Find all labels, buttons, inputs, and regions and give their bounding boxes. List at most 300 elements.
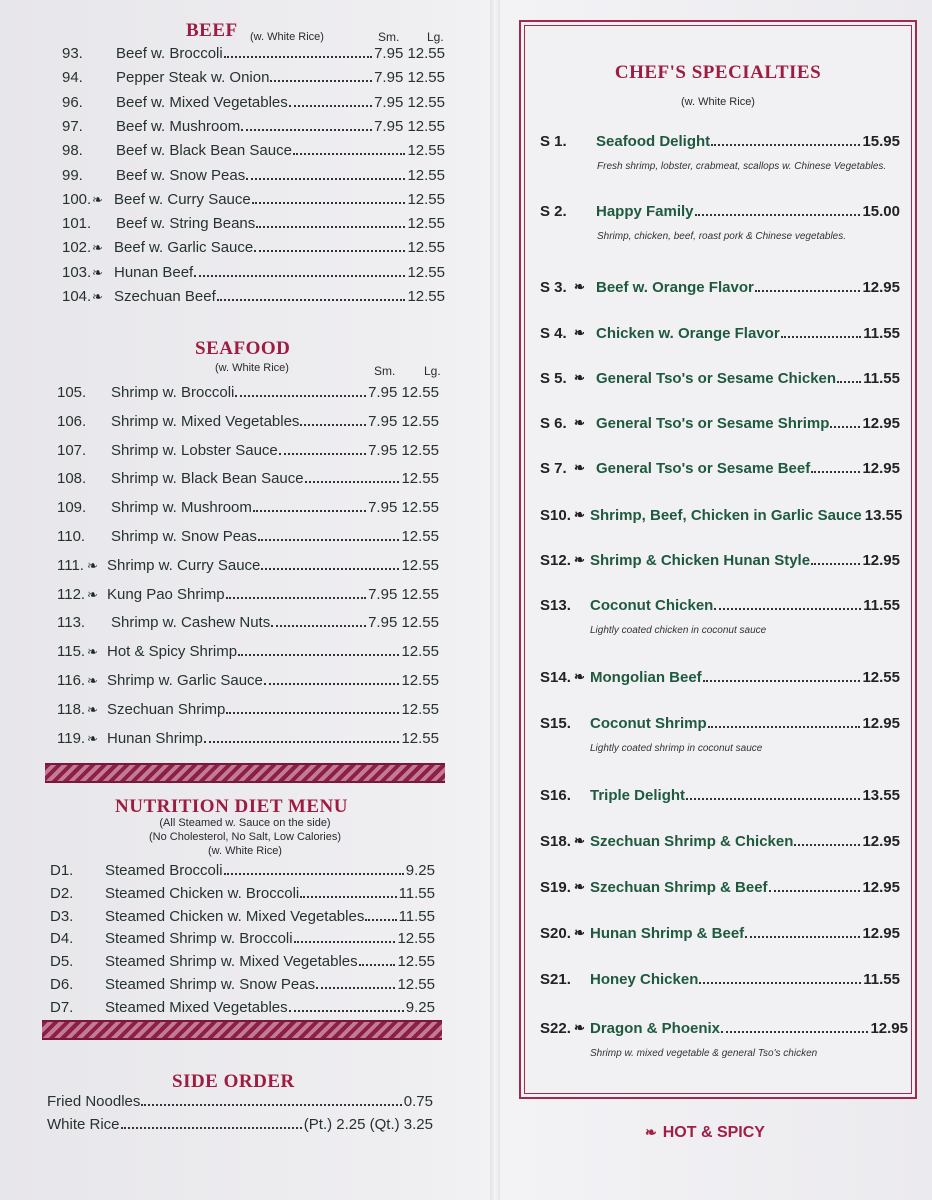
menu-item-row[interactable]	[57, 557, 439, 577]
leader-dots	[695, 214, 861, 216]
specialty-code: S 5.	[540, 370, 567, 387]
item-name-line	[116, 69, 445, 86]
leader-dots	[246, 178, 405, 180]
specialty-code: S22.	[540, 1020, 571, 1037]
specialty-code: S 4.	[540, 325, 567, 342]
beef-title: BEEF	[186, 20, 238, 41]
item-name: Kung Pao Shrimp	[107, 585, 225, 603]
leader-dots	[289, 105, 372, 107]
specialty-code: S10.	[540, 507, 571, 524]
specialty-description: Lightly coated shrimp in coconut sauce	[590, 743, 763, 754]
seafood-subtitle: (w. White Rice)	[215, 362, 289, 374]
item-name: Beef w. Garlic Sauce	[114, 239, 254, 257]
specialty-row[interactable]	[540, 669, 900, 691]
menu-item-row[interactable]	[57, 442, 439, 462]
specialty-price: 12.95	[862, 715, 900, 732]
item-name: Szechuan Shrimp	[107, 700, 226, 718]
item-price: 12.55	[407, 239, 445, 257]
menu-item-row[interactable]	[50, 930, 435, 950]
leader-dots	[226, 712, 399, 714]
specialty-row[interactable]	[540, 460, 900, 482]
item-name-line	[107, 557, 439, 574]
leader-dots	[217, 299, 406, 301]
item-number: 100.	[62, 190, 92, 208]
menu-item-row[interactable]	[57, 643, 439, 663]
menu-item-row[interactable]	[62, 191, 445, 211]
pepper-icon: ❧	[574, 833, 585, 848]
pepper-icon: ❧	[87, 586, 98, 602]
item-price: 12.55	[401, 556, 439, 574]
leader-dots	[781, 336, 862, 338]
item-name: Beef w. String Beans	[116, 215, 256, 233]
item-number: 116.	[57, 672, 86, 689]
item-name-line	[116, 142, 445, 159]
menu-item-row[interactable]	[50, 885, 435, 905]
leader-dots	[811, 563, 860, 565]
item-price: 12.55	[407, 166, 445, 184]
seafood-lg-header: Lg.	[424, 364, 441, 378]
pepper-icon: ❧	[574, 507, 585, 522]
item-name: Shrimp w. Broccoli	[111, 384, 235, 401]
item-name-line	[111, 614, 439, 631]
menu-item-row[interactable]	[62, 118, 445, 138]
specialty-name: Beef w. Orange Flavor	[596, 279, 754, 296]
seafood-sm-header: Sm.	[374, 364, 396, 378]
specialty-name-line	[590, 715, 900, 732]
item-number: 93.	[62, 45, 83, 62]
specialty-price: 12.55	[862, 669, 900, 686]
leader-dots	[252, 202, 406, 204]
pepper-icon: ❧	[87, 701, 98, 717]
specialty-code: S 3.	[540, 279, 567, 296]
item-name-line	[111, 442, 439, 459]
item-name: Beef w. Mushroom	[116, 117, 241, 135]
item-price: 9.25	[405, 862, 435, 879]
item-name: Steamed Shrimp w. Mixed Vegetables	[105, 953, 358, 971]
item-price: 12.55	[407, 142, 445, 160]
menu-item-row[interactable]	[62, 69, 445, 89]
pepper-icon: ❧	[574, 460, 585, 475]
specialty-name-line	[596, 370, 900, 387]
item-number: 102.	[62, 239, 92, 257]
item-number: 112.	[57, 585, 86, 603]
item-name: Steamed Broccoli	[105, 862, 223, 879]
leader-dots	[141, 1104, 401, 1106]
item-price: 12.55	[401, 528, 439, 545]
item-name: Shrimp w. Snow Peas	[111, 528, 257, 545]
item-name-line	[116, 118, 445, 135]
menu-item-row[interactable]	[50, 953, 435, 973]
menu-item-row[interactable]	[57, 384, 439, 404]
leader-dots	[121, 1127, 302, 1129]
item-name-line	[105, 908, 435, 925]
specialty-name: Chicken w. Orange Flavor	[596, 325, 780, 342]
leader-dots	[258, 539, 400, 541]
nutrition-note-1: (All Steamed w. Sauce on the side)	[159, 817, 331, 829]
item-price: 11.55	[398, 884, 435, 902]
menu-item-row[interactable]	[57, 586, 439, 606]
item-name: Shrimp w. Mixed Vegetables	[111, 412, 300, 430]
specialty-name: Shrimp & Chicken Hunan Style	[590, 552, 811, 569]
menu-item-row[interactable]	[62, 264, 445, 284]
specialty-row[interactable]	[540, 1020, 908, 1042]
leader-dots	[271, 625, 366, 627]
leader-dots	[256, 226, 405, 228]
pepper-icon: ❧	[574, 415, 585, 430]
pepper-icon: ❧	[92, 289, 103, 304]
item-number: 119.	[57, 729, 86, 747]
leader-dots	[305, 481, 400, 483]
specialty-price: 13.55	[862, 787, 900, 804]
specialty-description: Shrimp, chicken, beef, roast pork & Chinese vegetables.	[597, 231, 847, 242]
menu-item-row[interactable]	[62, 142, 445, 162]
specialty-name-line	[590, 1020, 908, 1037]
specialty-name: General Tso's or Sesame Chicken	[596, 370, 837, 387]
item-name-line	[111, 413, 439, 430]
item-name-line	[47, 1093, 433, 1110]
item-price: 12.55	[407, 215, 445, 233]
item-name-line	[111, 499, 439, 516]
item-price: 0.75	[403, 1093, 433, 1110]
specialty-name-line	[596, 460, 900, 477]
item-name: Steamed Shrimp w. Snow Peas	[105, 976, 316, 993]
menu-item-row[interactable]	[62, 288, 445, 308]
item-name: Shrimp w. Cashew Nuts	[111, 614, 271, 632]
pepper-icon: ❧	[87, 557, 98, 573]
item-price: 7.95 12.55	[374, 69, 445, 87]
specialty-price: 11.55	[863, 370, 900, 387]
menu-item-row[interactable]	[57, 499, 439, 519]
menu-item-row[interactable]	[57, 701, 439, 721]
specialty-description: Lightly coated chicken in coconut sauce	[590, 625, 767, 636]
item-name: Shrimp w. Lobster Sauce	[111, 441, 278, 459]
leader-dots	[294, 941, 396, 943]
pepper-icon: ❧	[574, 669, 585, 684]
specialty-row[interactable]	[540, 833, 900, 855]
item-name: Szechuan Beef	[114, 288, 216, 305]
item-number: 118.	[57, 700, 86, 718]
specialty-code: S19.	[540, 879, 571, 896]
item-price: 12.55	[397, 953, 435, 971]
item-price: 12.55	[401, 672, 439, 689]
specialty-price: 12.95	[862, 925, 900, 942]
specialty-name-line	[596, 203, 900, 220]
menu-item-row[interactable]	[50, 999, 435, 1019]
leader-dots	[699, 982, 861, 984]
specialty-name: Coconut Chicken	[590, 597, 714, 614]
item-name: White Rice	[47, 1116, 120, 1133]
specialty-row[interactable]	[540, 597, 900, 619]
item-number: 108.	[57, 470, 87, 488]
seafood-title: SEAFOOD	[195, 338, 291, 359]
specialty-code: S 6.	[540, 415, 567, 432]
leader-dots	[224, 873, 404, 875]
item-name-line	[116, 167, 445, 184]
item-name-line	[114, 239, 445, 256]
item-number: D3.	[50, 907, 74, 925]
pepper-icon: ❧	[574, 325, 585, 340]
item-name: Beef w. Mixed Vegetables	[116, 93, 288, 111]
leader-dots	[837, 381, 861, 383]
specialty-code: S18.	[540, 833, 571, 850]
item-name: Shrimp w. Garlic Sauce	[107, 672, 263, 689]
menu-item-row[interactable]	[57, 614, 439, 634]
beef-sm-header: Sm.	[378, 30, 400, 44]
leader-dots	[721, 1031, 868, 1033]
item-price: 9.25	[405, 998, 435, 1016]
specialty-price: 12.95	[862, 879, 900, 896]
specialty-name-line	[590, 925, 900, 942]
specialty-code: S16.	[540, 787, 571, 804]
specialty-row[interactable]	[540, 133, 900, 155]
specialty-name-line	[590, 971, 900, 988]
item-price: 12.55	[401, 700, 439, 718]
item-price: 7.95 12.55	[368, 585, 439, 603]
leader-dots	[254, 250, 405, 252]
menu-item-row[interactable]	[57, 672, 439, 692]
item-price: 12.55	[407, 190, 445, 208]
item-price: 7.95 12.55	[374, 117, 445, 135]
specialty-row[interactable]	[540, 925, 900, 947]
specialty-name: Szechuan Shrimp & Chicken	[590, 833, 794, 850]
specialty-name-line	[596, 133, 900, 150]
item-number: 98.	[62, 142, 83, 160]
specialty-code: S 7.	[540, 460, 567, 477]
specialty-price: 15.95	[862, 133, 900, 150]
leader-dots	[279, 453, 366, 455]
specialty-code: S12.	[540, 552, 571, 569]
specialty-name-line	[596, 415, 900, 432]
item-name: Pepper Steak w. Onion	[116, 69, 270, 87]
item-name: Shrimp w. Curry Sauce	[107, 556, 261, 574]
specialty-price: 12.95	[862, 552, 900, 569]
specialty-name: Shrimp, Beef, Chicken in Garlic Sauce	[590, 507, 862, 524]
nutrition-note-2: (No Cholesterol, No Salt, Low Calories)	[149, 831, 341, 843]
item-name: Beef w. Broccoli	[116, 45, 223, 62]
menu-item-row[interactable]	[50, 908, 435, 928]
leader-dots	[794, 844, 860, 846]
specialty-row[interactable]	[540, 370, 900, 392]
specialty-price: 12.95	[862, 415, 900, 432]
item-name-line	[105, 999, 435, 1016]
menu-item-row[interactable]	[47, 1093, 433, 1113]
item-name-line	[116, 215, 445, 232]
item-price: 7.95 12.55	[368, 614, 439, 632]
specialty-code: S15.	[540, 715, 571, 732]
specialty-name: Szechuan Shrimp & Beef	[590, 879, 768, 896]
item-name-line	[107, 672, 439, 689]
menu-item-row[interactable]	[50, 976, 435, 996]
specialty-row[interactable]	[540, 971, 900, 993]
specialty-row[interactable]	[540, 787, 900, 809]
menu-item-row[interactable]	[50, 862, 435, 882]
specialty-row[interactable]	[540, 879, 900, 901]
menu-item-row[interactable]	[62, 215, 445, 235]
item-price: 7.95 12.55	[374, 93, 445, 111]
leader-dots	[241, 129, 372, 131]
pepper-icon: ❧	[574, 552, 585, 567]
specialty-name: Happy Family	[596, 203, 694, 220]
leader-dots	[811, 471, 860, 473]
pepper-icon: ❧	[92, 240, 103, 256]
item-number: D6.	[50, 976, 74, 993]
specialty-code: S 1.	[540, 133, 567, 150]
specialty-name-line	[590, 669, 900, 686]
leader-dots	[264, 683, 400, 685]
leader-dots	[365, 919, 396, 921]
hot-spicy-legend	[645, 1124, 765, 1142]
leader-dots	[830, 426, 860, 428]
specialty-name: Honey Chicken	[590, 971, 699, 988]
specialty-name: Hunan Shrimp & Beef	[590, 925, 745, 942]
item-number: 115.	[57, 643, 86, 661]
item-name-line	[107, 643, 439, 660]
item-name-line	[105, 862, 435, 879]
specialty-description: Fresh shrimp, lobster, crabmeat, scallops w. Chinese Vegetables.	[597, 161, 887, 172]
item-name: Hunan Beef	[114, 263, 194, 281]
item-name-line	[107, 701, 439, 718]
pepper-icon: ❧	[92, 191, 103, 207]
item-number: 106.	[57, 412, 87, 430]
specialty-name-line	[590, 507, 903, 524]
legend-label: HOT & SPICY	[662, 1124, 765, 1141]
item-name: Steamed Mixed Vegetables	[105, 998, 288, 1016]
leader-dots	[359, 964, 396, 966]
item-number: 109.	[57, 499, 87, 517]
specialty-row[interactable]	[540, 203, 900, 225]
item-number: D1.	[50, 862, 74, 879]
item-name-line	[111, 470, 439, 487]
item-name-line	[107, 586, 439, 603]
item-number: D4.	[50, 930, 74, 948]
specialty-price: 12.95	[862, 279, 900, 296]
specialty-name-line	[596, 325, 900, 342]
specialty-row[interactable]	[540, 715, 900, 737]
leader-dots	[300, 896, 396, 898]
item-name-line	[111, 528, 439, 545]
item-name: Hunan Shrimp	[107, 729, 203, 747]
item-name-line	[114, 288, 445, 305]
specialty-name: General Tso's or Sesame Shrimp	[596, 415, 830, 432]
menu-item-row[interactable]	[62, 239, 445, 259]
item-number: D7.	[50, 998, 74, 1016]
item-price: 12.55	[407, 288, 445, 305]
item-price: 12.55	[397, 930, 435, 948]
item-price: 12.55	[401, 729, 439, 747]
item-name-line	[105, 976, 435, 993]
specialty-code: S 2.	[540, 203, 567, 220]
item-name: Beef w. Black Bean Sauce	[116, 142, 292, 160]
item-number: 97.	[62, 117, 83, 135]
decorative-band	[42, 1020, 442, 1040]
item-price: 12.55	[401, 470, 439, 488]
pepper-icon: ❧	[574, 1020, 585, 1035]
specialty-price: 11.55	[863, 971, 900, 988]
menu-item-row[interactable]	[57, 730, 439, 750]
item-name-line	[105, 930, 435, 947]
specialty-row[interactable]	[540, 552, 900, 574]
specialty-row[interactable]	[540, 507, 903, 529]
item-number: 104.	[62, 288, 92, 305]
leader-dots	[300, 424, 366, 426]
menu-item-row[interactable]	[57, 470, 439, 490]
leader-dots	[261, 568, 399, 570]
leader-dots	[711, 144, 860, 146]
item-number: 113.	[57, 614, 86, 632]
leader-dots	[270, 80, 372, 82]
specialty-code: S14.	[540, 669, 571, 686]
menu-item-row[interactable]	[62, 45, 445, 65]
menu-item-row[interactable]	[47, 1116, 433, 1136]
pepper-icon: ❧	[574, 879, 585, 894]
menu-item-row[interactable]	[57, 413, 439, 433]
pepper-icon: ❧	[574, 279, 585, 294]
item-number: 110.	[57, 528, 86, 545]
menu-item-row[interactable]	[62, 167, 445, 187]
item-price: 12.55	[407, 263, 445, 281]
specialty-name-line	[590, 787, 900, 804]
item-price: 12.55	[397, 976, 435, 993]
specialty-row[interactable]	[540, 415, 900, 437]
specialty-price: 12.95	[870, 1020, 908, 1037]
beef-lg-header: Lg.	[427, 30, 444, 44]
beef-subtitle: (w. White Rice)	[250, 31, 324, 43]
item-number: 96.	[62, 93, 83, 111]
item-price: 7.95 12.55	[368, 384, 439, 401]
leader-dots	[194, 275, 405, 277]
specialty-name: Triple Delight	[590, 787, 686, 804]
specialty-price: 12.95	[862, 833, 900, 850]
nutrition-title: NUTRITION DIET MENU	[115, 796, 348, 817]
item-number: 105.	[57, 384, 87, 401]
item-price: 12.55	[401, 643, 439, 661]
specialty-name-line	[590, 597, 900, 614]
item-number: D5.	[50, 953, 74, 971]
specialty-code: S13.	[540, 597, 571, 614]
specialty-name-line	[590, 833, 900, 850]
menu-item-row[interactable]	[62, 94, 445, 114]
specialty-name: Seafood Delight	[596, 133, 711, 150]
specialty-row[interactable]	[540, 325, 900, 347]
specialty-code: S20.	[540, 925, 571, 942]
leader-dots	[224, 56, 372, 58]
specialty-description: Shrimp w. mixed vegetable & general Tso's chicken	[590, 1048, 818, 1059]
item-number: 94.	[62, 69, 83, 87]
specialty-name-line	[590, 552, 900, 569]
item-number: 107.	[57, 441, 87, 459]
specialty-price: 11.55	[863, 325, 900, 342]
specialty-name: Dragon & Phoenix	[590, 1020, 721, 1037]
page-fold	[490, 0, 500, 1200]
specialty-price: 11.55	[863, 597, 900, 614]
leader-dots	[289, 1010, 404, 1012]
chef-subtitle: (w. White Rice)	[681, 96, 755, 108]
specialty-row[interactable]	[540, 279, 900, 301]
leader-dots	[204, 741, 400, 743]
item-name-line	[107, 730, 439, 747]
item-price: (Pt.) 2.25 (Qt.) 3.25	[303, 1116, 433, 1133]
specialty-name-line	[596, 279, 900, 296]
leader-dots	[708, 726, 861, 728]
menu-item-row[interactable]	[57, 528, 439, 548]
leader-dots	[703, 680, 861, 682]
leader-dots	[253, 510, 366, 512]
item-name: Steamed Shrimp w. Broccoli	[105, 930, 293, 948]
item-name-line	[105, 953, 435, 970]
leader-dots	[226, 597, 367, 599]
item-name: Fried Noodles	[47, 1093, 141, 1110]
pepper-icon: ❧	[87, 730, 98, 746]
